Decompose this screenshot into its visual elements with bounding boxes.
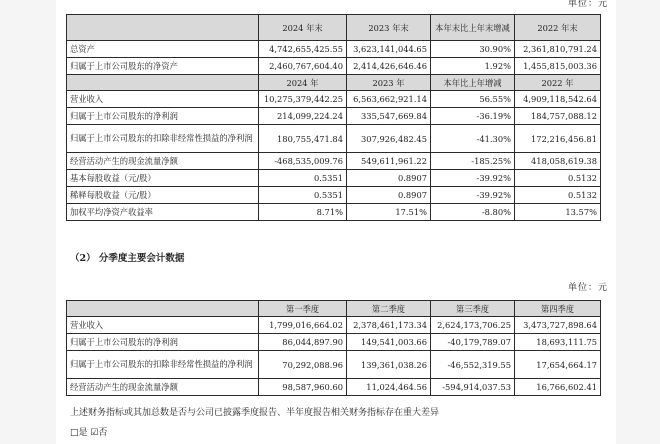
cell-value: 17.51% [347, 204, 431, 221]
table-row [67, 125, 601, 153]
cell-value: 98,587,960.60 [259, 379, 347, 396]
cell-value: 70,292,088.96 [259, 351, 347, 379]
cell-value: 1,455,815,003.36 [515, 58, 601, 75]
header-cell: 2022 年 [515, 75, 601, 91]
cell-value: 418,058,619.38 [515, 153, 601, 170]
table-row [67, 351, 601, 379]
header-cell: 本年末比上年末增减 [431, 15, 515, 41]
cell-value: 172,216,456.81 [515, 125, 601, 153]
row-label: 营业收入 [67, 91, 259, 108]
cell-value: 335,547,669.84 [347, 108, 431, 125]
cell-value: -39.92% [431, 170, 515, 187]
header-cell: 第二季度 [347, 301, 431, 317]
cell-value: -468,535,009.76 [259, 153, 347, 170]
quarterly-data-table [66, 300, 601, 396]
cell-value: 86,044,897.90 [259, 334, 347, 351]
cell-value: 13.57% [515, 204, 601, 221]
cell-value: 2,361,810,791.24 [515, 41, 601, 58]
table-row [67, 317, 601, 334]
unit-label-top: 单位：元 [567, 0, 608, 9]
cell-value: -185.25% [431, 153, 515, 170]
cell-value: 11,024,464.56 [347, 379, 431, 396]
document-page [56, 0, 616, 444]
cell-value: 149,541,003.66 [347, 334, 431, 351]
header-cell [67, 75, 259, 91]
row-label: 营业收入 [67, 317, 259, 334]
cell-value: -46,552,319.55 [431, 351, 515, 379]
cell-value: 4,909,118,542.64 [515, 91, 601, 108]
row-label: 总资产 [67, 41, 259, 58]
cell-value: 0.8907 [347, 170, 431, 187]
cell-value: -41.30% [431, 125, 515, 153]
cell-value: 307,926,482.45 [347, 125, 431, 153]
header-cell: 本年比上年增减 [431, 75, 515, 91]
unit-label-mid: 单位：元 [567, 283, 608, 293]
cell-value: 180,755,471.84 [259, 125, 347, 153]
row-label: 经营活动产生的现金流量净额 [67, 379, 259, 396]
cell-value: -40,179,789.07 [431, 334, 515, 351]
row-label: 归属于上市公司股东的扣除非经常性损益的净利润 [67, 125, 259, 153]
header-cell: 第三季度 [431, 301, 515, 317]
cell-value: -594,914,037.53 [431, 379, 515, 396]
cell-value: 3,473,727,898.64 [515, 317, 601, 334]
cell-value: 0.5351 [259, 170, 347, 187]
cell-value: 2,624,173,706.25 [431, 317, 515, 334]
row-label: 经营活动产生的现金流量净额 [67, 153, 259, 170]
table-row [67, 187, 601, 204]
cell-value: 8.71% [259, 204, 347, 221]
header-cell [67, 15, 259, 41]
cell-value: 10,275,379,442.25 [259, 91, 347, 108]
header-cell: 第一季度 [259, 301, 347, 317]
cell-value: -39.92% [431, 187, 515, 204]
cell-value: 2,378,461,173.34 [347, 317, 431, 334]
cell-value: -8.80% [431, 204, 515, 221]
cell-value: 4,742,655,425.55 [259, 41, 347, 58]
annual-data-table [66, 14, 601, 221]
cell-value: 1,799,016,664.02 [259, 317, 347, 334]
row-label: 归属于上市公司股东的净资产 [67, 58, 259, 75]
table-row [67, 170, 601, 187]
cell-value: 549,611,961.22 [347, 153, 431, 170]
row-label: 加权平均净资产收益率 [67, 204, 259, 221]
cell-value: 30.90% [431, 41, 515, 58]
cell-value: 16,766,602.41 [515, 379, 601, 396]
cell-value: 2,414,426,646.46 [347, 58, 431, 75]
cell-value: 0.5351 [259, 187, 347, 204]
cell-value: 184,757,088.12 [515, 108, 601, 125]
cell-value: 18,693,111.75 [515, 334, 601, 351]
table-row [67, 41, 601, 58]
table-header-row [67, 15, 601, 41]
disclosure-note: 上述财务指标或其加总数是否与公司已披露季度报告、半年度报告相关财务指标存在重大差异 [70, 408, 440, 418]
header-cell: 2024 年末 [259, 15, 347, 41]
row-label: 归属于上市公司股东的扣除非经常性损益的净利润 [67, 351, 259, 379]
table-row [67, 334, 601, 351]
cell-value: 2,460,767,604.40 [259, 58, 347, 75]
header-cell: 2024 年 [259, 75, 347, 91]
header-cell: 2023 年 [347, 75, 431, 91]
cell-value: 139,361,038.26 [347, 351, 431, 379]
table-row [67, 108, 601, 125]
header-cell [67, 301, 259, 317]
cell-value: 17,654,664.17 [515, 351, 601, 379]
row-label: 基本每股收益（元/股） [67, 170, 259, 187]
row-label: 归属于上市公司股东的净利润 [67, 334, 259, 351]
table-row [67, 91, 601, 108]
section-title: （2） 分季度主要会计数据 [70, 253, 185, 264]
cell-value: 56.55% [431, 91, 515, 108]
table-row [67, 204, 601, 221]
cell-value: 0.5132 [515, 187, 601, 204]
header-cell: 第四季度 [515, 301, 601, 317]
row-label: 归属于上市公司股东的净利润 [67, 108, 259, 125]
cell-value: 0.8907 [347, 187, 431, 204]
cell-value: 3,623,141,044.65 [347, 41, 431, 58]
cell-value: 6,563,662,921.14 [347, 91, 431, 108]
table-row [67, 58, 601, 75]
row-label: 稀释每股收益（元/股） [67, 187, 259, 204]
cell-value: 0.5132 [515, 170, 601, 187]
table-header-row [67, 301, 601, 317]
header-cell: 2022 年末 [515, 15, 601, 41]
table-row [67, 153, 601, 170]
table-row [67, 379, 601, 396]
table-subheader-row [67, 75, 601, 91]
header-cell: 2023 年末 [347, 15, 431, 41]
cell-value: 214,099,224.24 [259, 108, 347, 125]
yes-no-checkbox-line: □是 ☑否 [70, 428, 108, 438]
cell-value: 1.92% [431, 58, 515, 75]
cell-value: -36.19% [431, 108, 515, 125]
